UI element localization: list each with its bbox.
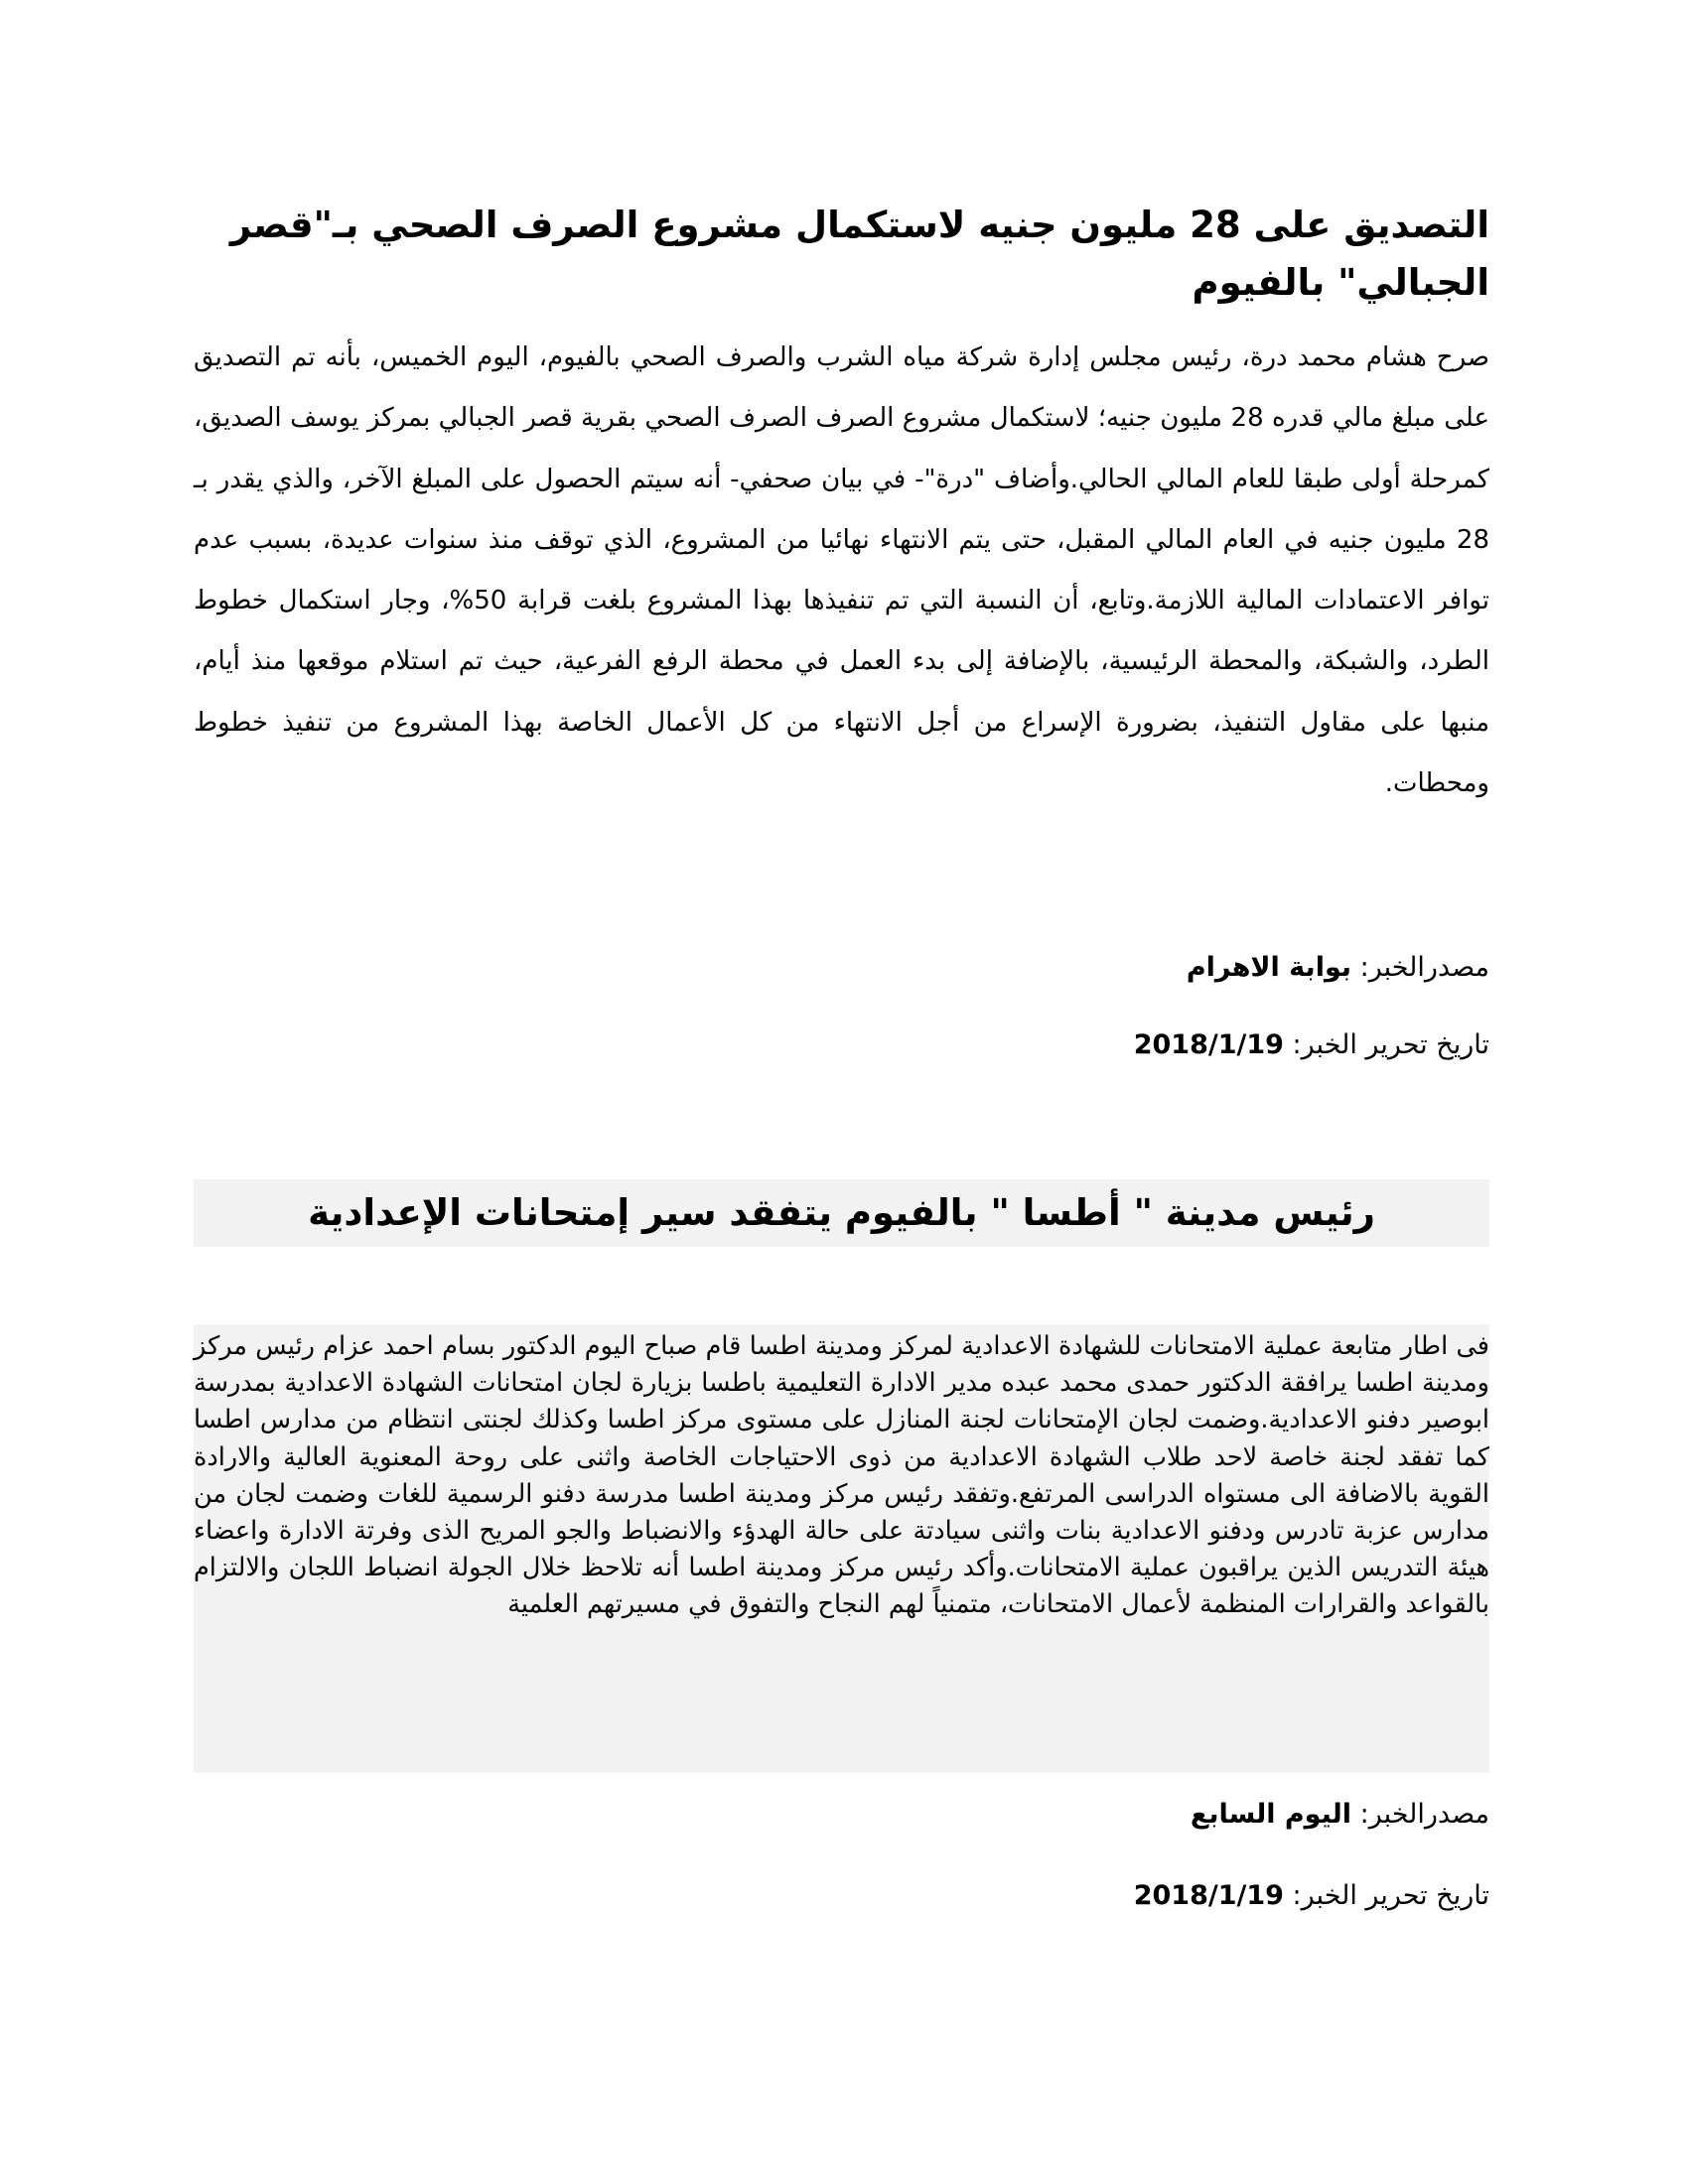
article-2-body: فى اطار متابعة عملية الامتحانات للشهادة الاعدادية لمركز ومدينة اطسا قام صباح اليوم الدكتور بسام احمد عزام رئيس مركز ومدينة اطسا يرافقة الدكتور حمدى محمد عبده مدير الادارة التعليمية باطسا بزيارة لجان امتحانات الشهادة الاعدادية بمدرسة ابوصير دفنو الاعدادية.وضمت لجان الإمتحانات لجنة المنازل على مستوى مركز اطسا وكذلك لجنتى انتظام من مدارس اطسا كما تفقد لجنة خاصة لاحد طلاب الشهادة الاعدادية من ذوى الاحتياجات الخاصة واثنى على روحة المعنوية العالية والارادة القوية بالاضافة الى مستواه الدراسى المرتفع.وتفقد رئيس مركز ومدينة اطسا مدرسة دفنو الرسمية للغات وضمت لجان من مدارس عزبة تادرس ودفنو الاعدادية بنات واثنى سيادتة على حالة الهدؤء والانضباط والجو المريح الذى وفرتة الادارة واعضاء هيئة التدريس الذين يراقبون عملية الامتحانات.وأكد رئيس مركز ومدينة اطسا أنه تلاحظ خلال الجولة انضباط اللجان والالتزام بالقواعد والقرارات المنظمة لأعمال الامتحانات، متمنياً لهم النجاح والتفوق في مسيرتهم العلمية <box>194 1324 1489 1773</box>
source-label: مصدرالخبر: <box>1359 952 1489 983</box>
article-1-body: صرح هشام محمد درة، رئيس مجلس إدارة شركة مياه الشرب والصرف الصحي بالفيوم، اليوم الخميس، بأنه تم التصديق على مبلغ مالي قدره 28 مليون جنيه؛ لاستكمال مشروع الصرف الصرف الصحي بقرية قصر الجبالي بمركز يوسف الصديق، كمرحلة أولى طبقا للعام المالي الحالي.وأضاف "درة"- في بيان صحفي- أنه سيتم الحصول على المبلغ الآخر، والذي يقدر بـ 28 مليون جنيه في العام المالي المقبل، حتى يتم الانتهاء نهائيا من المشروع، الذي توقف منذ سنوات عديدة، بسبب عدم توافر الاعتمادات المالية اللازمة.وتابع، أن النسبة التي تم تنفيذها بهذا المشروع بلغت قرابة 50%، وجار استكمال خطوط الطرد، والشبكة، والمحطة الرئيسية، بالإضافة إلى بدء العمل في محطة الرفع الفرعية، حيث تم استلام موقعها منذ أيام، منبها على مقاول التنفيذ، بضرورة الإسراع من أجل الانتهاء من كل الأعمال الخاصة بهذا المشروع من تنفيذ خطوط ومحطات. <box>194 342 1490 799</box>
source-label: مصدرالخبر: <box>1359 1799 1489 1830</box>
article-2-title: رئيس مدينة " أطسا " بالفيوم يتفقد سير إمتحانات الإعدادية <box>194 1179 1489 1247</box>
date-value: 2018/1/19 <box>1133 1880 1284 1911</box>
article-1-title: التصديق على 28 مليون جنيه لاستكمال مشروع الصرف الصحي بـ"قصر الجبالي" بالفيوم <box>229 204 1489 304</box>
article-2-date <box>194 1876 1489 1916</box>
article-1-source <box>194 948 1489 988</box>
date-label: تاريخ تحرير الخبر: <box>1292 1880 1489 1911</box>
article-1-date <box>194 1025 1489 1065</box>
article-2-source <box>194 1795 1489 1835</box>
date-label: تاريخ تحرير الخبر: <box>1292 1029 1489 1060</box>
source-value: اليوم السابع <box>1190 1799 1352 1830</box>
source-value: بوابة الاهرام <box>1186 952 1352 983</box>
date-value: 2018/1/19 <box>1133 1029 1284 1060</box>
